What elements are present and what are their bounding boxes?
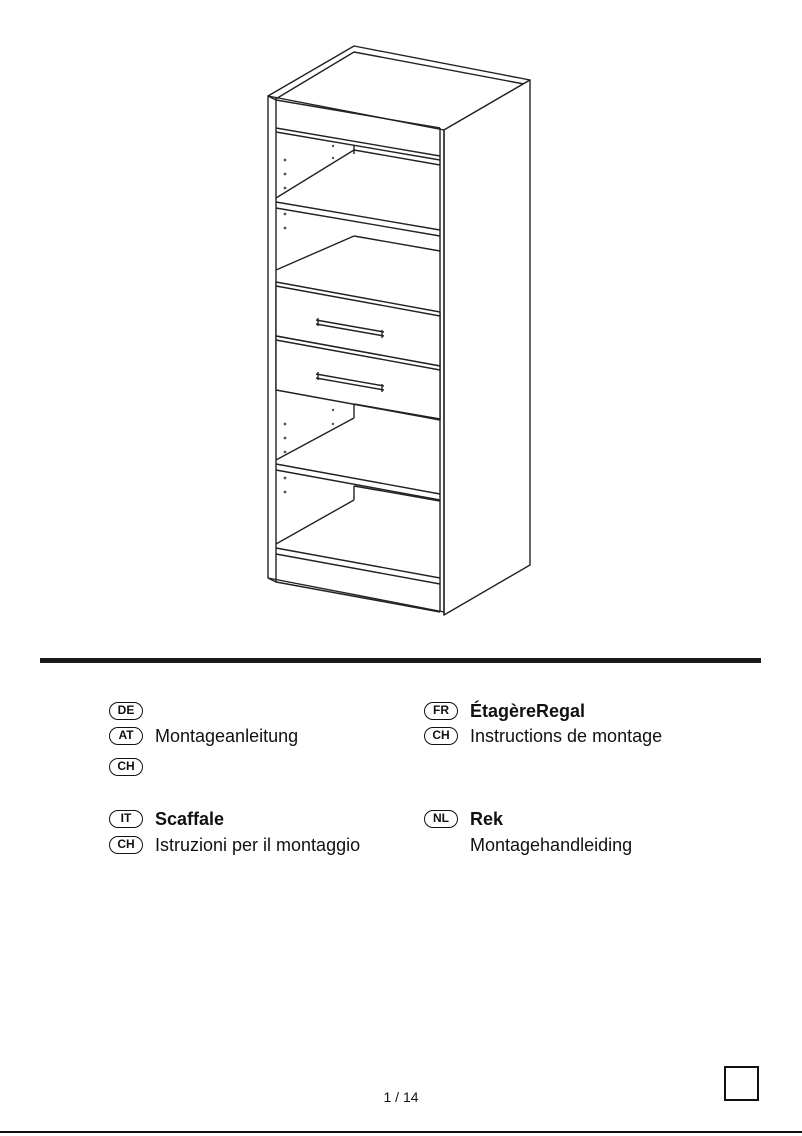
instructions-label-fr: Instructions de montage — [470, 726, 663, 746]
product-title-it: Scaffale — [155, 809, 225, 829]
lang-block-it — [109, 808, 409, 858]
lang-block-nl — [424, 808, 764, 858]
page-number: 1 / 14 — [383, 1089, 419, 1105]
lang-block-de — [109, 700, 409, 780]
lang-badge-ch: CH — [424, 727, 458, 745]
instructions-label-nl: Montagehandleiding — [470, 835, 633, 855]
bottom-divider — [0, 1131, 802, 1133]
lang-badge-de: DE — [109, 702, 143, 720]
lang-badge-nl: NL — [424, 810, 458, 828]
product-title-nl: Rek — [470, 809, 504, 829]
lang-badge-fr: FR — [424, 702, 458, 720]
lang-badge-ch: CH — [109, 836, 143, 854]
section-divider — [40, 658, 761, 663]
lang-badge-it: IT — [109, 810, 143, 828]
corner-box — [724, 1066, 759, 1101]
lang-badge-at: AT — [109, 727, 143, 745]
product-title-fr: ÉtagèreRegal — [470, 701, 586, 721]
instructions-label-de: Montageanleitung — [155, 726, 299, 746]
lang-badge-ch: CH — [109, 758, 143, 776]
instructions-label-it: Istruzioni per il montaggio — [155, 835, 361, 855]
lang-block-fr — [424, 700, 764, 750]
